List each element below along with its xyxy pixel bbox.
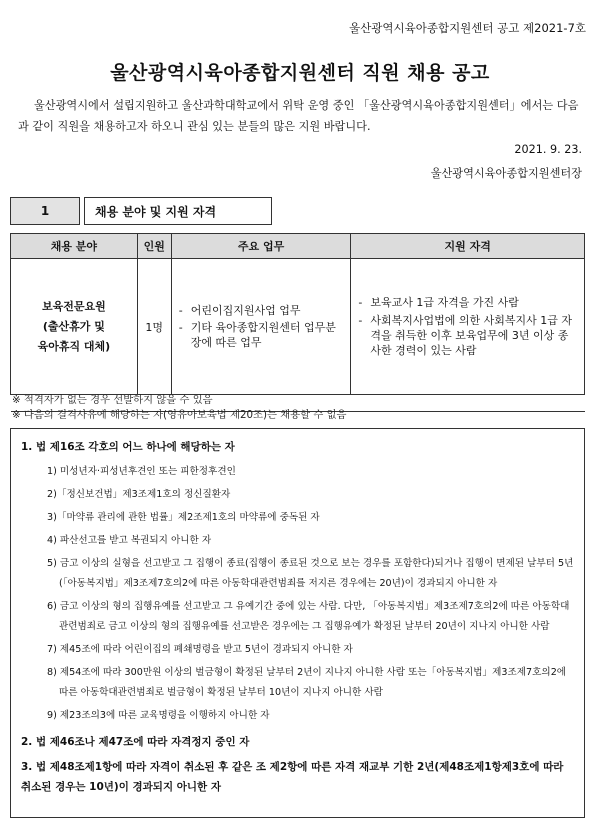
sub-item: 8) 제54조에 따라 300만원 이상의 벌금형이 확정된 날부터 2년이 지나지 아니한 사람 또는「아동복지법」제3조제7호의2에 따른 아동학대관련범죄로 벌금형이 확정된 날부터 10년이 지나지 아니한 사람 [47, 667, 567, 698]
sub-item: 2)「정신보건법」제3조제1호의 정신질환자 [47, 489, 231, 500]
table-row [11, 259, 585, 395]
disqualification-box [10, 428, 585, 818]
cell-qualifications [351, 259, 585, 395]
announcement-date: 2021. 9. 23. [514, 143, 582, 156]
main-item: 3. 법 제48조제1항에 따라 자격이 취소된 후 같은 조 제2항에 따른 자격 재교부 기한 2년(제48조제1항제3호에 따라 취소된 경우는 10년)이 경과되지 아니한 자 [21, 761, 564, 793]
notes [12, 393, 346, 423]
cell-field [11, 259, 138, 395]
sub-item: 9) 제23조의3에 따른 교육명령을 이행하지 아니한 자 [47, 710, 270, 721]
duty-item: - 기타 육아종합지원센터 업무분장에 따른 업무 [179, 320, 344, 350]
sub-item: 5) 금고 이상의 실형을 선고받고 그 집행이 종료(집행이 종료된 것으로 보는 경우를 포함한다)되거나 집행이 면제된 날부터 5년(「아동복지법」제3조제7호의2에 따른 아동학대관련범죄를 저지른 경우에는 20년)이 경과되지 아니한 자 [47, 558, 574, 589]
page-title: 울산광역시육아종합지원센터 직원 채용 공고 [110, 62, 490, 84]
section-number: 1 [10, 197, 80, 225]
document-number: 울산광역시육아종합지원센터 공고 제2021-7호 [349, 21, 586, 35]
qualification-item: - 보육교사 1급 자격을 가진 사람 [358, 295, 577, 310]
sub-item: 7) 제45조에 따라 어린이집의 폐쇄명령을 받고 5년이 경과되지 아니한 자 [47, 644, 353, 655]
intro-paragraph: 울산광역시에서 설립지원하고 울산과학대학교에서 위탁 운영 중인 「울산광역시육아종합지원센터」에서는 다음과 같이 직원을 채용하고자 하오니 관심 있는 분들의 많은 지원 바랍니다. [18, 99, 579, 133]
header-field: 채용 분야 [11, 234, 138, 259]
duty-item: - 어린이집지원사업 업무 [179, 303, 344, 318]
sub-item: 3)「마약류 관리에 관한 법률」제2조제1호의 마약류에 중독된 자 [47, 512, 320, 523]
sub-item: 6) 금고 이상의 형의 집행유예를 선고받고 그 유예기간 중에 있는 사람. 다만, 「아동복지법」제3조제7호의2에 따른 아동학대관련범죄로 금고 이상의 형의 집행유예를 선고받은 경우에는 그 집행유예가 확정된 날부터 20년이 지나지 아니한 사람 [47, 601, 570, 632]
requirements-table [10, 233, 585, 412]
header-qualifications: 지원 자격 [351, 234, 585, 259]
sub-item: 4) 파산선고를 받고 복권되지 아니한 자 [47, 535, 212, 546]
section-title: 채용 분야 및 지원 자격 [84, 197, 272, 225]
note: ※ 적격자가 없는 경우 선발하지 않을 수 있음 [12, 394, 213, 406]
note: ※ 다음의 결격사유에 해당하는 자(영유아보육법 제20조)는 채용할 수 없음 [12, 409, 347, 421]
qualification-item: - 사회복지사업법에 의한 사회복지사 1급 자격을 취득한 이후 보육업무에 3년 이상 종사한 경력이 있는 사람 [358, 313, 577, 358]
main-item: 2. 법 제46조나 제47조에 따라 자격정지 중인 자 [21, 736, 250, 748]
main-item: 1. 법 제16조 각호의 어느 하나에 해당하는 자 [21, 441, 235, 453]
section-header [10, 197, 272, 225]
table-header-row [11, 234, 585, 259]
header-duties: 주요 업무 [171, 234, 351, 259]
field-line: (출산휴가 및 [42, 319, 105, 333]
cell-duties [171, 259, 351, 395]
field-line: 보육전문요원 [42, 299, 106, 313]
field-line: 육아휴직 대체) [37, 339, 111, 353]
issuer: 울산광역시육아종합지원센터장 [430, 167, 582, 180]
header-count: 인원 [137, 234, 171, 259]
sub-item: 1) 미성년자·피성년후견인 또는 피한정후견인 [47, 466, 236, 477]
cell-count: 1명 [137, 259, 171, 395]
